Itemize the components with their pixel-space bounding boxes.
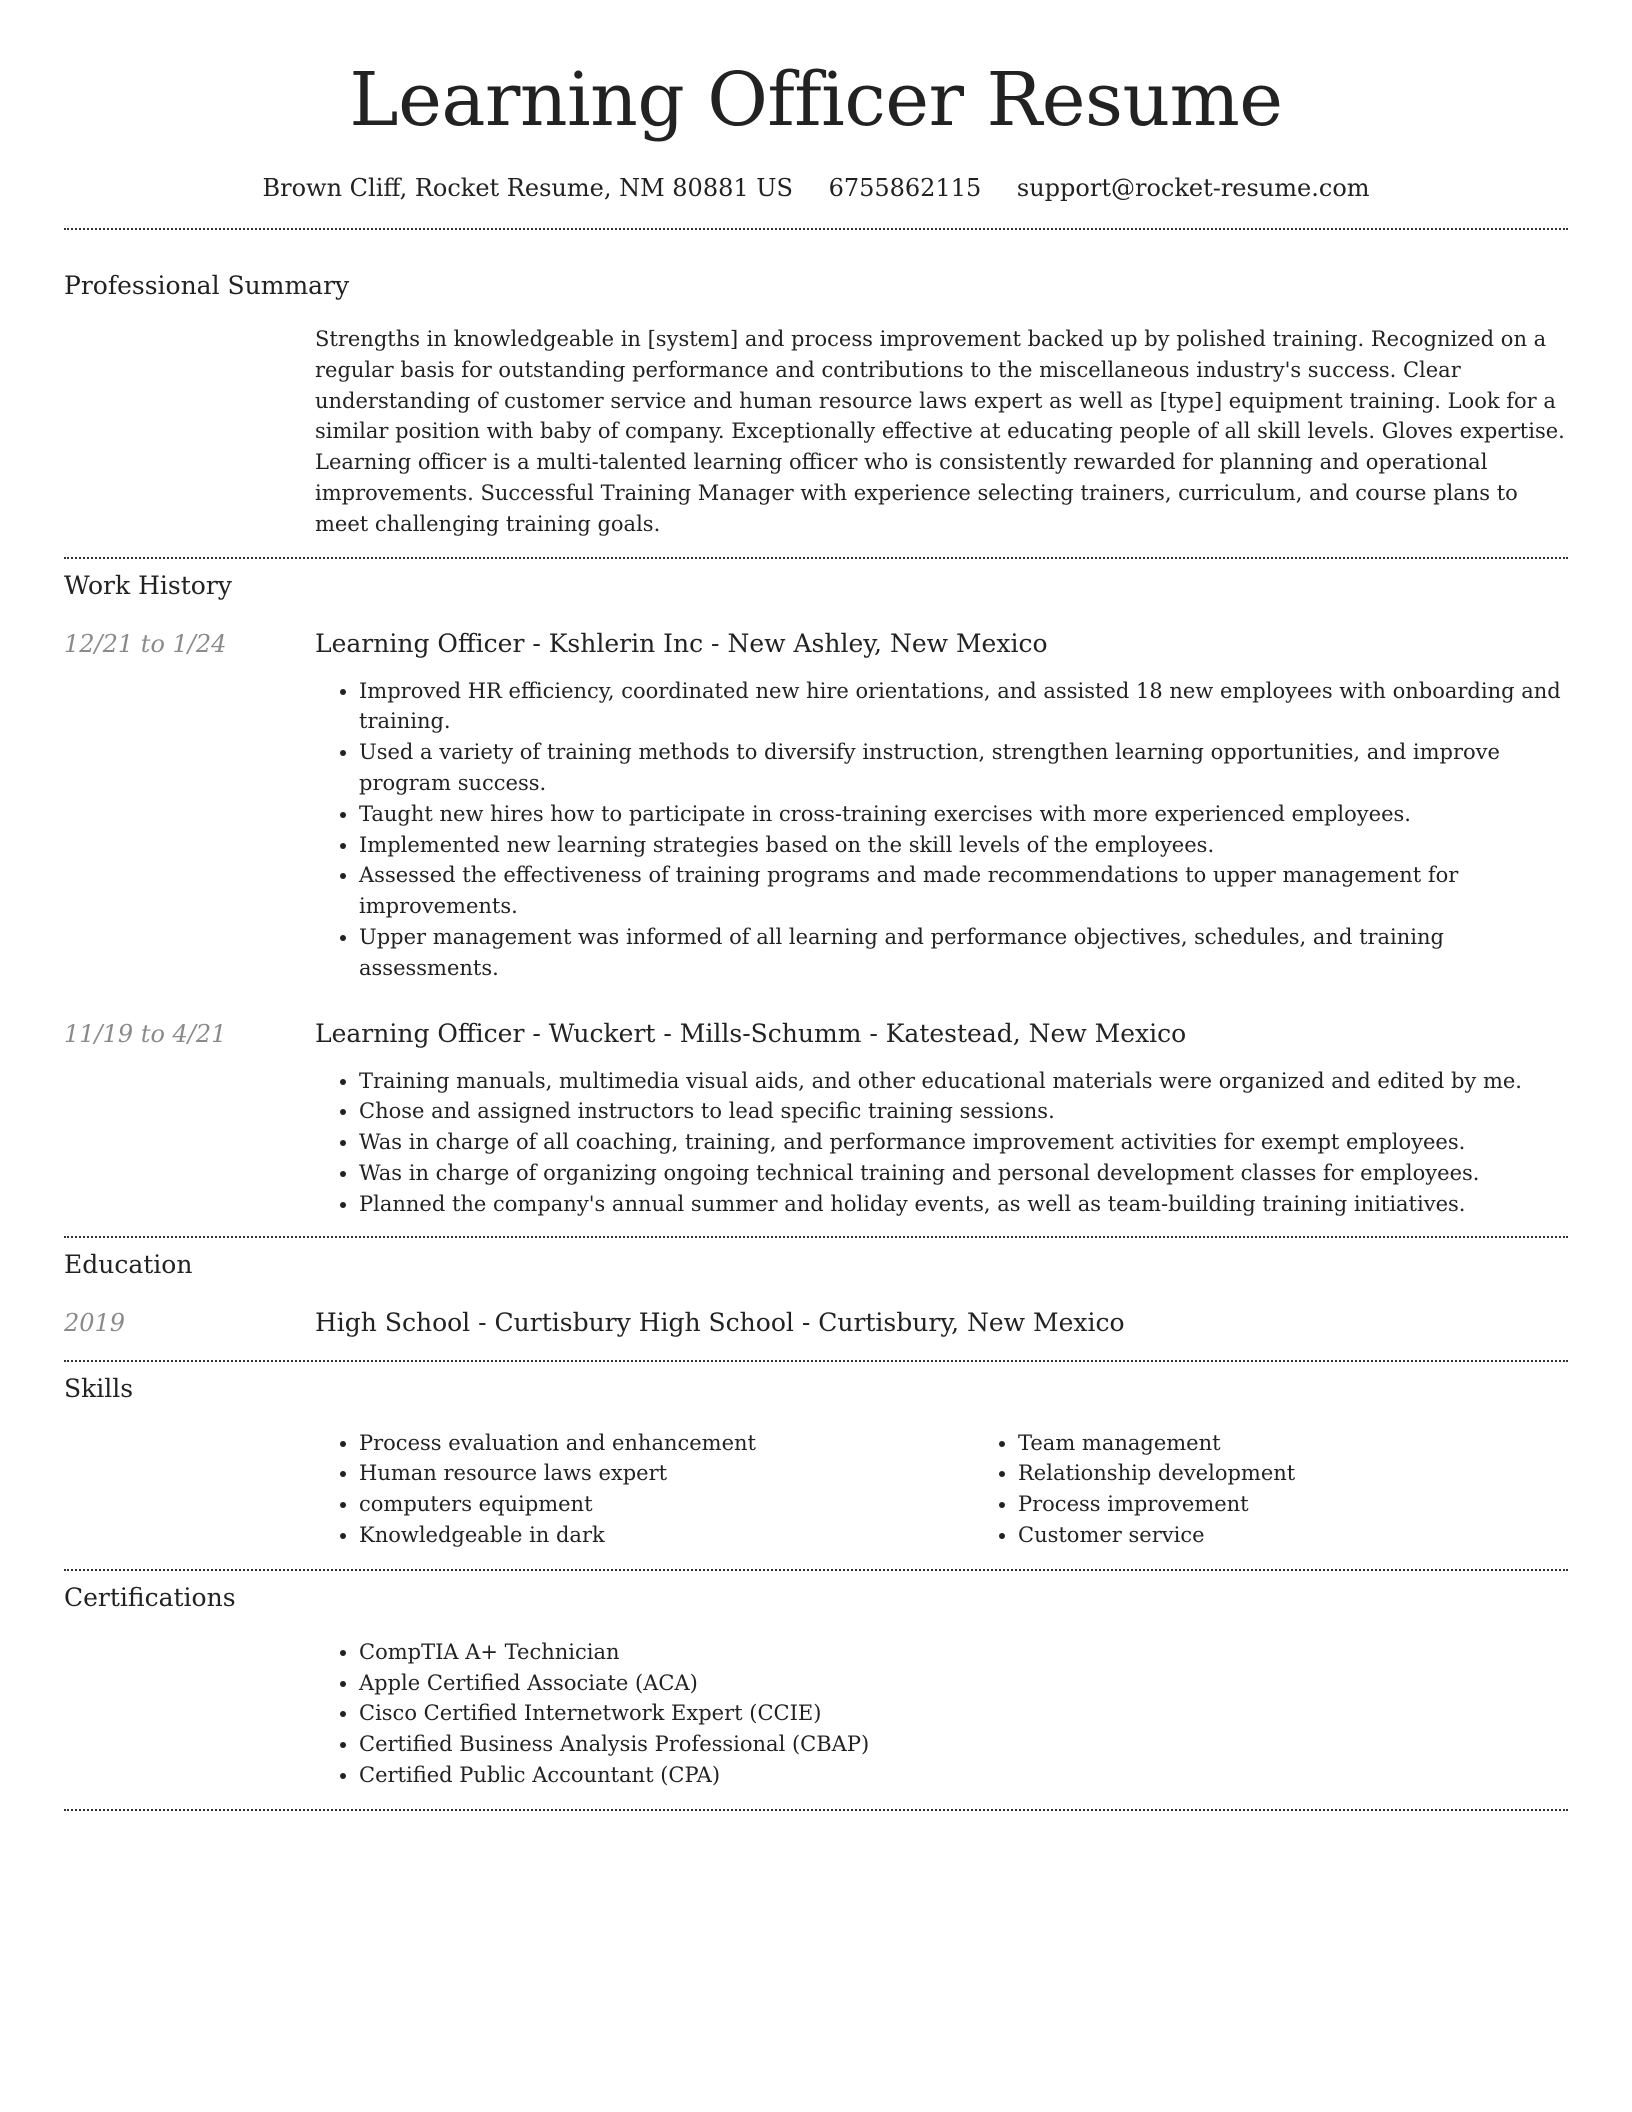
certifications-section bbox=[64, 1571, 1568, 1791]
list-item: • Apple Certified Associate (ACA) bbox=[359, 1668, 1568, 1699]
skills-list-right bbox=[974, 1428, 1632, 1551]
job-title: Learning Officer - Wuckert - Mills-Schumm - Katestead, New Mexico bbox=[315, 1018, 1187, 1048]
work-history-section bbox=[64, 559, 1568, 1220]
summary-section bbox=[64, 230, 1568, 540]
job-entry bbox=[64, 627, 1568, 984]
list-item: • Chose and assigned instructors to lead specific training sessions. bbox=[359, 1096, 1568, 1127]
list-item: • Assessed the effectiveness of training programs and made recommendations to upper management for improvements. bbox=[359, 860, 1568, 922]
list-item: • Customer service bbox=[1018, 1520, 1632, 1551]
job-entry bbox=[64, 1017, 1568, 1220]
list-item: • Planned the company's annual summer and holiday events, as well as team-building training initiatives. bbox=[359, 1189, 1568, 1220]
education-entry: High School - Curtisbury High School - Curtisbury, New Mexico bbox=[315, 1307, 1125, 1337]
list-item: • Human resource laws expert bbox=[359, 1458, 974, 1489]
list-item: • Was in charge of all coaching, training, and performance improvement activities for exempt employees. bbox=[359, 1127, 1568, 1158]
job-dates: 12/21 to 1/24 bbox=[64, 629, 227, 658]
contact-phone: 6755862115 bbox=[828, 174, 982, 202]
list-item: • Upper management was informed of all learning and performance objectives, schedules, and training assessments. bbox=[359, 922, 1568, 984]
education-section bbox=[64, 1238, 1568, 1340]
job-bullets bbox=[315, 676, 1568, 984]
divider bbox=[64, 1809, 1568, 1811]
work-history-heading: Work History bbox=[64, 570, 232, 600]
list-item: • Certified Business Analysis Professional (CBAP) bbox=[359, 1729, 1568, 1760]
list-item: • Training manuals, multimedia visual aids, and other educational materials were organized and edited by me. bbox=[359, 1066, 1568, 1097]
education-year: 2019 bbox=[64, 1308, 126, 1337]
list-item: • Team management bbox=[1018, 1428, 1632, 1459]
resume-page bbox=[64, 0, 1568, 1811]
list-item: • CompTIA A+ Technician bbox=[359, 1637, 1568, 1668]
certifications-list bbox=[315, 1637, 1568, 1791]
summary-heading: Professional Summary bbox=[64, 271, 350, 300]
list-item: • Improved HR efficiency, coordinated new hire orientations, and assisted 18 new employees with onboarding and training. bbox=[359, 676, 1568, 738]
list-item: • Process improvement bbox=[1018, 1489, 1632, 1520]
contact-email: support@rocket-resume.com bbox=[1016, 174, 1370, 202]
certifications-heading: Certifications bbox=[64, 1582, 236, 1612]
resume-title: Learning Officer Resume bbox=[349, 57, 1283, 143]
list-item: • Process evaluation and enhancement bbox=[359, 1428, 974, 1459]
job-bullets bbox=[315, 1066, 1568, 1220]
job-title: Learning Officer - Kshlerin Inc - New Ashley, New Mexico bbox=[315, 628, 1048, 658]
job-dates: 11/19 to 4/21 bbox=[64, 1019, 227, 1048]
list-item: • Knowledgeable in dark bbox=[359, 1520, 974, 1551]
contact-line bbox=[64, 170, 1568, 206]
list-item: • Implemented new learning strategies based on the skill levels of the employees. bbox=[359, 830, 1568, 861]
list-item: • Taught new hires how to participate in cross-training exercises with more experienced employees. bbox=[359, 799, 1568, 830]
list-item: • Used a variety of training methods to diversify instruction, strengthen learning opportunities, and improve program success. bbox=[359, 737, 1568, 799]
list-item: • Relationship development bbox=[1018, 1458, 1632, 1489]
list-item: • computers equipment bbox=[359, 1489, 974, 1520]
skills-section bbox=[64, 1362, 1568, 1551]
education-heading: Education bbox=[64, 1249, 193, 1279]
contact-address: Brown Cliff, Rocket Resume, NM 80881 US bbox=[262, 174, 793, 202]
skills-list-left bbox=[315, 1428, 974, 1551]
list-item: • Cisco Certified Internetwork Expert (CCIE) bbox=[359, 1698, 1568, 1729]
list-item: • Certified Public Accountant (CPA) bbox=[359, 1760, 1568, 1791]
summary-text: Strengths in knowledgeable in [system] and process improvement backed up by polished training. Recognized on a regular basis for outstanding performance and contributions to the miscellaneous industry's success. Clear understanding of customer service and human resource laws expert as well as [type] equipment training. Look for a similar position with baby of company. Exceptionally effective at educating people of all skill levels. Gloves expertise. Learning officer is a multi-talented learning officer who is consistently rewarded for planning and operational improvements. Successful Training Manager with experience selecting trainers, curriculum, and course plans to meet challenging training goals. bbox=[315, 327, 1565, 536]
list-item: • Was in charge of organizing ongoing technical training and personal development classes for employees. bbox=[359, 1158, 1568, 1189]
skills-heading: Skills bbox=[64, 1373, 134, 1403]
